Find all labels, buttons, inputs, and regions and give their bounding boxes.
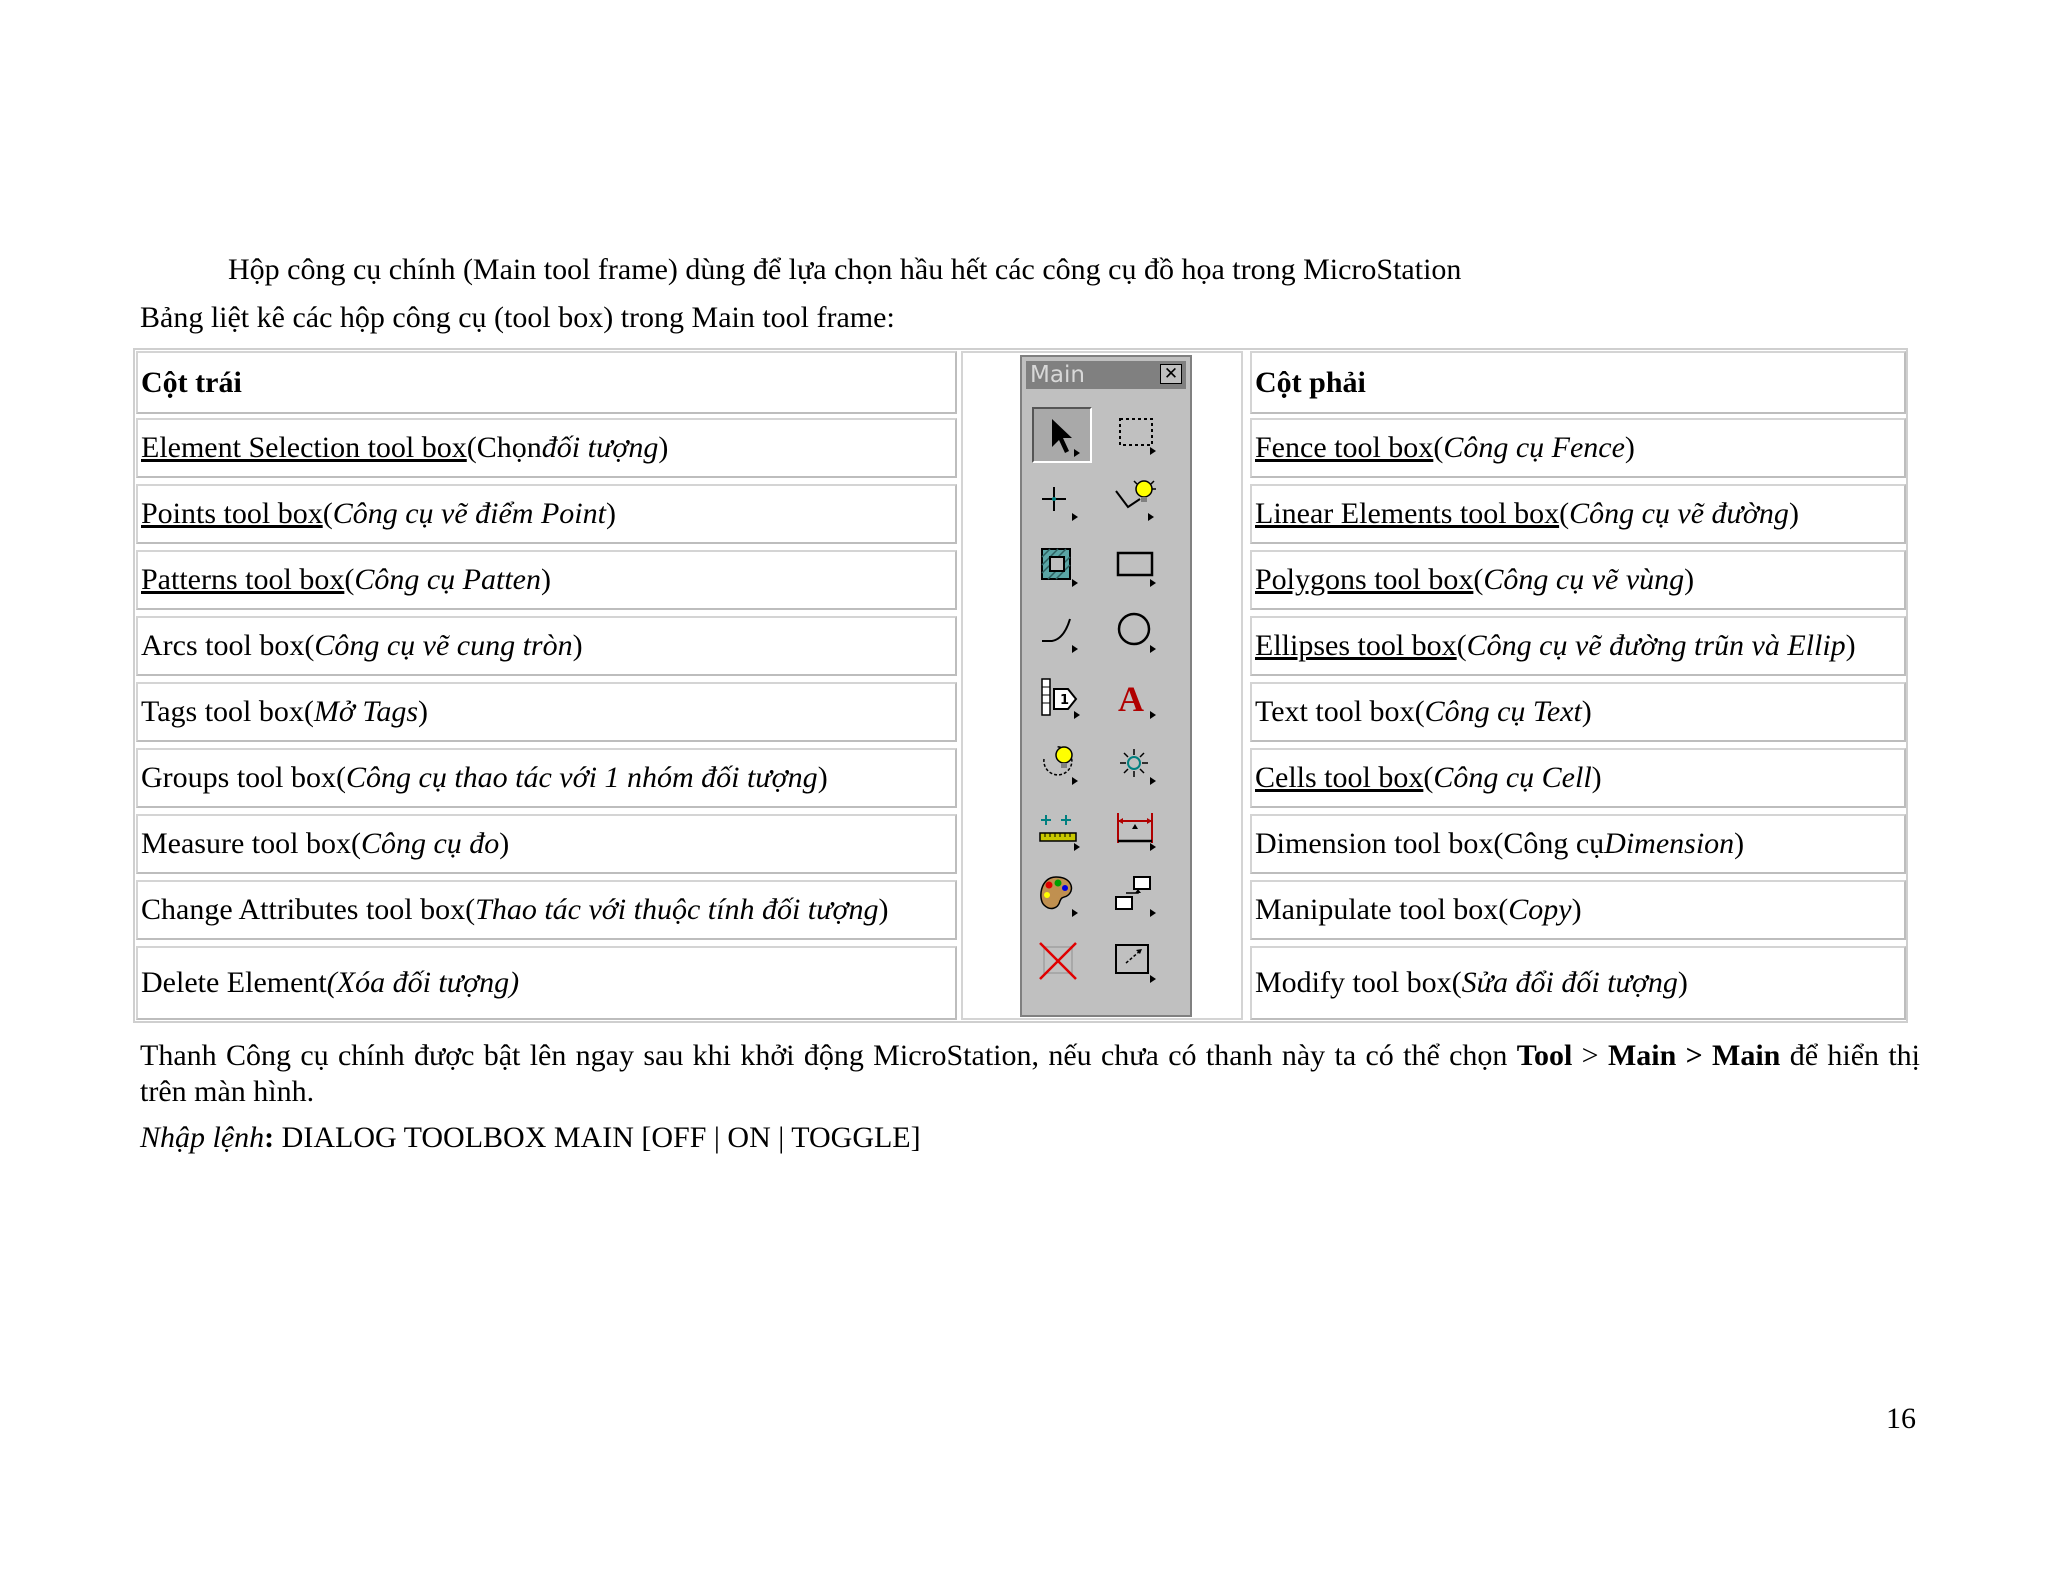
right-row-name: Modify tool box (1255, 966, 1452, 999)
page-number: 16 (1886, 1402, 1916, 1435)
modify-element-icon[interactable] (1108, 935, 1168, 991)
paren: ) (499, 827, 510, 860)
paren: ( (1493, 827, 1504, 860)
right-row-name: Fence tool box (1255, 431, 1434, 464)
left-row (136, 814, 957, 874)
right-row (1250, 748, 1906, 808)
menu-path-separator: > (1572, 1039, 1608, 1072)
point-crosshair-icon[interactable] (1032, 473, 1092, 529)
menu-path-main: Main > Main (1607, 1039, 1781, 1072)
paren: ) (1624, 431, 1635, 464)
paren: ( (1473, 563, 1484, 596)
intro-line-2: Bảng liệt kê các hộp công cụ (tool box) trong Main tool frame: (140, 301, 895, 334)
left-row-name: Arcs tool box (141, 629, 305, 662)
command-text: DIALOG TOOLBOX MAIN [OFF | ON | TOGGLE] (274, 1121, 921, 1154)
left-row-desc: đối tượng (541, 431, 659, 464)
paren: ) (1684, 563, 1695, 596)
ellipse-circle-icon[interactable] (1108, 605, 1168, 661)
paren: ( (303, 695, 314, 728)
paren: ( (322, 497, 333, 530)
left-row (136, 484, 957, 544)
right-row (1250, 550, 1906, 610)
linear-elements-bulb-icon[interactable] (1108, 473, 1168, 529)
paren: ) (1591, 761, 1602, 794)
paren: ) (1581, 695, 1592, 728)
paren: ( (1451, 966, 1462, 999)
paren: ( (1414, 695, 1425, 728)
paren: ) (1845, 629, 1856, 662)
right-row-desc: Sửa đổi đối tượng (1461, 966, 1678, 999)
right-header-cell (1250, 351, 1906, 414)
left-row-desc: Thao tác với thuộc tính đối tượng (475, 893, 879, 926)
paren: ) (572, 629, 583, 662)
left-row-desc: Mở Tags (313, 695, 418, 728)
command-colon: : (264, 1121, 275, 1154)
left-row (136, 748, 957, 808)
paren: ( (466, 431, 477, 464)
cells-icon[interactable] (1108, 737, 1168, 793)
left-row (136, 418, 957, 478)
right-row (1250, 616, 1906, 676)
right-row-desc: Công cụ Fence (1443, 431, 1625, 464)
paren: ) (658, 431, 669, 464)
right-row-name: Cells tool box (1255, 761, 1424, 794)
menu-path-tool: Tool (1516, 1039, 1573, 1072)
change-attributes-palette-icon[interactable] (1032, 869, 1092, 925)
right-row-desc: Công cụ Text (1424, 695, 1582, 728)
paren: ) (605, 497, 616, 530)
delete-element-x-icon[interactable] (1032, 935, 1092, 991)
paren: ) (1788, 497, 1799, 530)
toolframe-title: Main (1030, 362, 1085, 388)
left-row-name: Points tool box (141, 497, 323, 530)
right-row-desc: Công cụ vẽ đường (1569, 497, 1789, 530)
paren: ) (418, 695, 428, 728)
paren: ( (1456, 629, 1467, 662)
paren: ( (1423, 761, 1434, 794)
left-row (136, 880, 957, 940)
left-header-cell (136, 351, 957, 414)
right-row-desc: Dimension (1604, 827, 1735, 860)
arc-curve-icon[interactable] (1032, 605, 1092, 661)
right-row (1250, 484, 1906, 544)
fence-dotted-rectangle-icon[interactable] (1108, 407, 1168, 463)
right-row-desc: Copy (1508, 893, 1572, 926)
left-row-desc: Công cụ Patten (354, 563, 541, 596)
right-row-desc: Công cụ vẽ đường trũn và Ellip (1466, 629, 1846, 662)
manipulate-copy-icon[interactable] (1108, 869, 1168, 925)
paren: ( (1559, 497, 1570, 530)
right-row-name: Linear Elements tool box (1255, 497, 1560, 530)
left-row-desc: (Xóa đối tượng) (326, 966, 520, 999)
left-row (136, 946, 957, 1020)
element-selection-arrow-icon[interactable] (1032, 407, 1092, 463)
text-letter-a-icon[interactable] (1108, 671, 1168, 727)
left-row-desc: Công cụ đo (360, 827, 500, 860)
left-row-desc: Công cụ thao tác với 1 nhóm đối tượng (346, 761, 818, 794)
groups-bulb-icon[interactable] (1032, 737, 1092, 793)
patterns-hatch-icon[interactable] (1032, 539, 1092, 595)
right-header: Cột phải (1255, 365, 1366, 399)
paren: ( (336, 761, 346, 794)
main-toolbar-paragraph (140, 1038, 1920, 1110)
paren: ( (1498, 893, 1509, 926)
right-row-name: Text tool box (1255, 695, 1415, 728)
left-row-desc: Công cụ vẽ điểm Point (332, 497, 606, 530)
main-tool-frame (1020, 355, 1192, 1017)
right-row-name: Polygons tool box (1255, 563, 1474, 596)
close-icon[interactable]: ✕ (1160, 364, 1182, 384)
row-mid: Công cụ (1503, 827, 1605, 860)
paren: ) (817, 761, 828, 794)
right-row-name: Manipulate tool box (1255, 893, 1499, 926)
row-mid: Chọn (476, 431, 542, 464)
right-row-name: Dimension tool box (1255, 827, 1494, 860)
paren: ( (304, 629, 315, 662)
right-row-desc: Công cụ Cell (1433, 761, 1592, 794)
left-row (136, 550, 957, 610)
paren: ) (1734, 827, 1745, 860)
polygon-rectangle-icon[interactable] (1108, 539, 1168, 595)
svg-text:A: A (1118, 679, 1144, 719)
left-row-name: Measure tool box (141, 827, 351, 860)
left-row-name: Delete Element (141, 966, 327, 999)
paragraph-text: để hiển thị trên màn hình. (140, 1039, 1921, 1108)
paren: ( (344, 563, 355, 596)
measure-ruler-icon[interactable] (1032, 803, 1092, 859)
toolframe-title-bar[interactable] (1026, 361, 1186, 389)
tags-icon[interactable] (1032, 671, 1092, 727)
intro-line-1: Hộp công cụ chính (Main tool frame) dùng để lựa chọn hầu hết các công cụ đồ họa trong MicroStation (228, 253, 1462, 286)
left-row-desc: Công cụ vẽ cung tròn (314, 629, 573, 662)
left-row-name: Tags tool box (141, 695, 304, 728)
left-row (136, 616, 957, 676)
svg-text:1: 1 (1060, 693, 1070, 708)
left-row (136, 682, 957, 742)
left-row-name: Patterns tool box (141, 563, 345, 596)
dimension-icon[interactable] (1108, 803, 1168, 859)
paragraph-text: Thanh Công cụ chính được bật lên ngay sau khi khởi động MicroStation, nếu chưa có thanh này ta có thể chọn (140, 1039, 1517, 1072)
paren: ( (465, 893, 476, 926)
paren: ) (878, 893, 889, 926)
paren: ) (1571, 893, 1582, 926)
paren: ) (1677, 966, 1688, 999)
left-row-name: Element Selection tool box (141, 431, 467, 464)
left-row-name: Groups tool box (141, 761, 336, 794)
right-row (1250, 682, 1906, 742)
right-row (1250, 946, 1906, 1020)
right-row-desc: Công cụ vẽ vùng (1483, 563, 1685, 596)
paren: ( (1433, 431, 1444, 464)
command-line (140, 1120, 921, 1156)
right-row (1250, 418, 1906, 478)
paren: ( (350, 827, 361, 860)
right-row (1250, 814, 1906, 874)
command-label: Nhập lệnh (140, 1121, 265, 1154)
right-row (1250, 880, 1906, 940)
right-row-name: Ellipses tool box (1255, 629, 1457, 662)
paren: ) (540, 563, 551, 596)
left-header: Cột trái (141, 365, 242, 399)
left-row-name: Change Attributes tool box (141, 893, 466, 926)
